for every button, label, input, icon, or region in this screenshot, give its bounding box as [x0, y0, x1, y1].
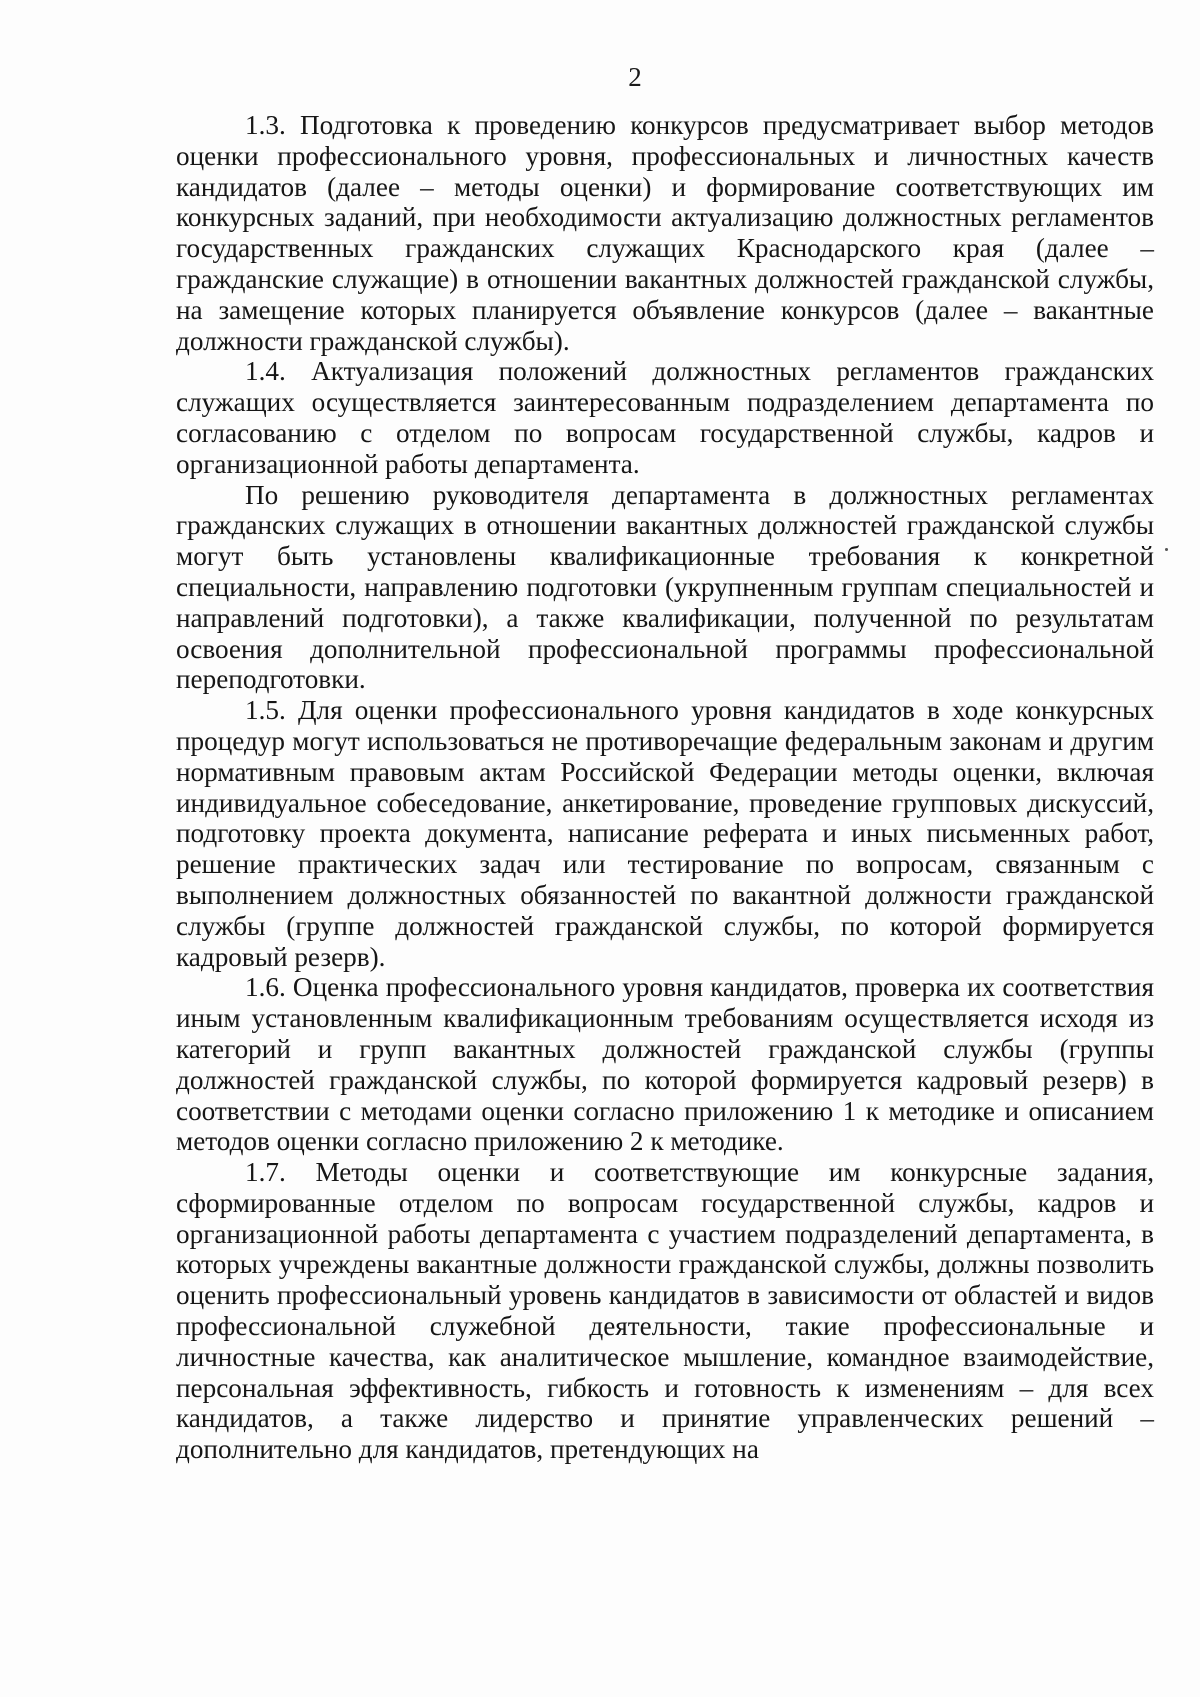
paragraph-1-7: 1.7. Методы оценки и соответствующие им конкурсные задания, сформированные отделом по вопросам государственной службы, кадров и организационной работы департамента с участием подразделений департамента, в которых учреждены вакантные должности гражданской службы, должны позволить оценить профессиональный уровень кандидатов в зависимости от областей и видов профессиональной служебной деятельности, такие профессиональные и личностные качества, как аналитическое мышление, командное взаимодействие, персональная эффективность, гибкость и готовность к изменениям – для всех кандидатов, а также лидерство и принятие управленческих решений – дополнительно для кандидатов, претендующих на — [176, 1157, 1154, 1465]
paragraph-1-4: 1.4. Актуализация положений должностных регламентов гражданских служащих осуществляется заинтересованным подразделением департамента по согласованию с отделом по вопросам государственной службы, кадров и организационной работы департамента. — [176, 356, 1154, 479]
paragraph-1-3: 1.3. Подготовка к проведению конкурсов предусматривает выбор методов оценки профессионального уровня, профессиональных и личностных качеств кандидатов (далее – методы оценки) и формирование соответствующих им конкурсных заданий, при необходимости актуализацию должностных регламентов государственных гражданских служащих Краснодарского края (далее – гражданские служащие) в отношении вакантных должностей гражданской службы, на замещение которых планируется объявление конкурсов (далее – вакантные должности гражданской службы). — [176, 110, 1154, 356]
paragraph-director-decision: По решению руководителя департамента в должностных регламентах гражданских служащих в отношении вакантных должностей гражданской службы могут быть установлены квалификационные требования к конкретной специальности, направлению подготовки (укрупненным группам специальностей и направлений подготовки), а также квалификации, полученной по результатам освоения дополнительной профессиональной программы профессиональной переподготовки. — [176, 479, 1154, 695]
paragraph-1-5: 1.5. Для оценки профессионального уровня кандидатов в ходе конкурсных процедур могут использоваться не противоречащие федеральным законам и другим нормативным правовым актам Российской Федерации методы оценки, включая индивидуальное собеседование, анкетирование, проведение групповых дискуссий, подготовку проекта документа, написание реферата и иных письменных работ, решение практических задач или тестирование по вопросам, связанным с выполнением должностных обязанностей по вакантной должности гражданской службы (группе должностей гражданской службы, по которой формируется кадровый резерв). — [176, 695, 1154, 972]
paragraph-1-6: 1.6. Оценка профессионального уровня кандидатов, проверка их соответствия иным установленным квалификационным требованиям осуществляется исходя из категорий и групп вакантных должностей гражданской службы (группы должностей гражданской службы, по которой формируется кадровый резерв) в соответствии с методами оценки согласно приложению 1 к методике и описанием методов оценки согласно приложению 2 к методике. — [176, 972, 1154, 1157]
document-body — [176, 110, 1154, 1465]
scan-speck — [1165, 548, 1168, 551]
page-number: 2 — [628, 62, 642, 92]
